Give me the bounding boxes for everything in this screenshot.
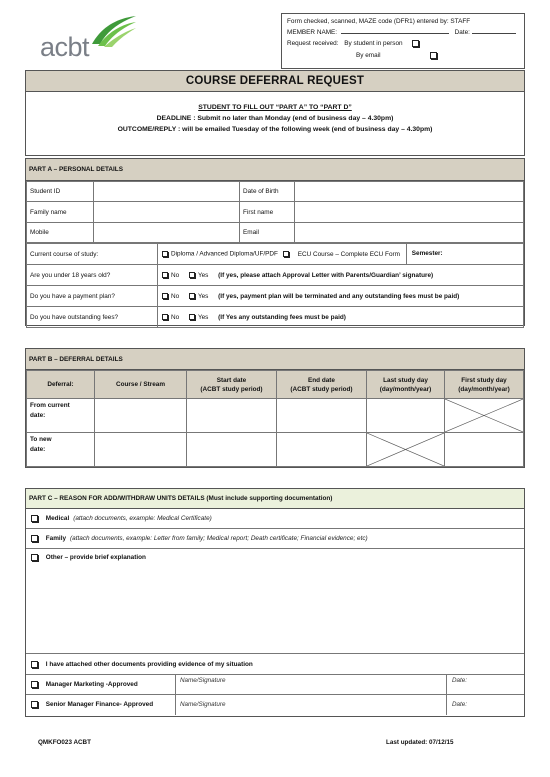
- member-name-label: MEMBER NAME:: [287, 28, 338, 36]
- by-student-checkbox[interactable]: [412, 40, 419, 47]
- family-label: Family: [45, 535, 67, 542]
- fees-label: Do you have outstanding fees?: [27, 307, 158, 328]
- col-end-date: End date: [308, 376, 335, 384]
- logo-text: acbt: [40, 32, 90, 62]
- family-name-field[interactable]: [94, 202, 240, 223]
- part-b-section: [25, 348, 525, 468]
- family-note: (attach documents, example: Letter from family; Medical report; Death certificate; Financial evidence; etc): [70, 535, 368, 542]
- under18-yes-checkbox[interactable]: [189, 272, 195, 278]
- logo-swoosh-icon: [88, 14, 138, 48]
- office-line1: Form checked, scanned, MAZE code (DFR1) entered by: STAFF: [287, 18, 471, 25]
- manager-signature-label: Name/Signature: [180, 677, 226, 684]
- to-new-label: To new: [30, 436, 52, 443]
- payment-yes-label: Yes: [197, 292, 209, 300]
- student-id-field[interactable]: [94, 182, 240, 202]
- col-first-sub: (day/month/year): [458, 385, 510, 393]
- by-email-label: By email: [356, 51, 381, 59]
- request-received-label: Request received:: [287, 40, 339, 48]
- to-course-field[interactable]: [95, 433, 187, 467]
- part-c-heading: PART C – REASON FOR ADD/WITHDRAW UNITS DETAILS (Must include supporting documentation): [26, 489, 524, 509]
- attached-label: I have attached other documents providing evidence of my situation: [45, 661, 253, 668]
- medical-label: Medical: [45, 515, 70, 522]
- senior-label: Senior Manager Finance- Approved: [45, 701, 154, 708]
- course-ecu-checkbox[interactable]: [283, 251, 289, 257]
- payment-no-label: No: [171, 292, 180, 300]
- by-email-checkbox[interactable]: [430, 52, 437, 59]
- cross-icon: [445, 399, 523, 432]
- senior-date-label: Date:: [452, 701, 468, 708]
- col-deferral: Deferral:: [27, 371, 95, 399]
- col-last-sub: (day/month/year): [379, 385, 432, 393]
- course-diploma-label: Diploma / Advanced Diploma/UF/PDF: [171, 250, 278, 258]
- fees-note: (If Yes any outstanding fees must be paid): [218, 313, 346, 321]
- deadline-text: DEADLINE : Submit no later than Monday (end of business day – 4.30pm): [156, 115, 394, 122]
- fees-yes-checkbox[interactable]: [189, 314, 195, 320]
- first-name-label: First name: [240, 202, 295, 223]
- family-name-label: Family name: [27, 202, 94, 223]
- to-new-date-label: date:: [30, 446, 46, 453]
- other-row: [26, 549, 524, 654]
- under18-yes-label: Yes: [197, 271, 209, 279]
- payment-no-checkbox[interactable]: [162, 293, 168, 299]
- under18-label: Are you under 18 years old?: [27, 265, 158, 286]
- other-checkbox[interactable]: [31, 554, 38, 561]
- office-date-label: Date:: [454, 28, 470, 36]
- attached-checkbox[interactable]: [31, 661, 38, 668]
- office-use-box: [281, 13, 525, 69]
- course-ecu-label: ECU Course – Complete ECU Form: [297, 250, 400, 258]
- other-label: Other – provide brief explanation: [45, 554, 146, 561]
- part-c-section: [25, 488, 525, 717]
- dob-label: Date of Birth: [240, 182, 295, 202]
- col-end-sub: (ACBT study period): [290, 385, 353, 393]
- senior-row: [26, 695, 524, 715]
- payment-plan-label: Do you have a payment plan?: [27, 286, 158, 307]
- page-title: COURSE DEFERRAL REQUEST: [26, 71, 524, 92]
- to-start-field[interactable]: [187, 433, 277, 467]
- to-end-field[interactable]: [277, 433, 367, 467]
- from-course-field[interactable]: [95, 399, 187, 433]
- from-end-field[interactable]: [277, 399, 367, 433]
- fees-yes-label: Yes: [197, 313, 209, 321]
- student-id-label: Student ID: [27, 182, 94, 202]
- title-box: [25, 70, 525, 156]
- from-current-date-label: date:: [30, 412, 46, 419]
- mobile-field[interactable]: [94, 223, 240, 243]
- under18-no-checkbox[interactable]: [162, 272, 168, 278]
- dob-field[interactable]: [295, 182, 524, 202]
- to-last-day-crossed: [367, 433, 445, 467]
- to-first-day-field[interactable]: [445, 433, 524, 467]
- part-a-section: [25, 158, 525, 326]
- table-row: [27, 433, 524, 467]
- fees-no-checkbox[interactable]: [162, 314, 168, 320]
- under18-note: (If yes, please attach Approval Letter with Parents/Guardian’ signature): [218, 271, 434, 279]
- senior-checkbox[interactable]: [31, 701, 38, 708]
- member-name-field[interactable]: [341, 27, 449, 34]
- manager-row: [26, 675, 524, 695]
- part-a-heading: PART A – PERSONAL DETAILS: [26, 159, 524, 181]
- instruction-text: STUDENT TO FILL OUT “PART A” TO “PART D”: [198, 104, 352, 111]
- acbt-logo: [40, 14, 140, 60]
- table-row: [27, 399, 524, 433]
- last-updated: Last updated: 07/12/15: [386, 739, 454, 746]
- semester-label: Semester:: [411, 250, 443, 257]
- part-b-heading: PART B – DEFERRAL DETAILS: [26, 349, 524, 370]
- from-first-day-crossed: [445, 399, 524, 433]
- office-date-field[interactable]: [472, 27, 516, 34]
- under18-no-label: No: [171, 271, 180, 279]
- col-course-stream: Course / Stream: [95, 371, 187, 399]
- cross-icon: [367, 433, 444, 466]
- family-checkbox[interactable]: [31, 535, 38, 542]
- payment-yes-checkbox[interactable]: [189, 293, 195, 299]
- medical-row: [26, 509, 524, 529]
- course-diploma-checkbox[interactable]: [162, 251, 168, 257]
- manager-label: Manager Marketing -Approved: [45, 681, 138, 688]
- first-name-field[interactable]: [295, 202, 524, 223]
- course-label: Current course of study:: [27, 244, 158, 265]
- mobile-label: Mobile: [27, 223, 94, 243]
- attached-row: [26, 654, 524, 675]
- senior-signature-label: Name/Signature: [180, 701, 226, 708]
- by-student-label: By student in person: [344, 40, 403, 48]
- family-row: [26, 529, 524, 549]
- email-field[interactable]: [295, 223, 524, 243]
- col-start-date: Start date: [216, 376, 247, 384]
- from-last-day-field[interactable]: [367, 399, 445, 433]
- from-current-label: From current: [30, 402, 70, 409]
- manager-date-label: Date:: [452, 677, 468, 684]
- col-start-sub: (ACBT study period): [200, 385, 263, 393]
- form-code: QMKFO023 ACBT: [38, 739, 91, 746]
- email-label: Email: [240, 223, 295, 243]
- from-start-field[interactable]: [187, 399, 277, 433]
- manager-checkbox[interactable]: [31, 681, 38, 688]
- fees-no-label: No: [171, 313, 180, 321]
- medical-note: (attach documents, example: Medical Certificate): [73, 515, 212, 522]
- outcome-text: OUTCOME/REPLY : will be emailed Tuesday of the following week (end of business day – 4.30pm): [117, 126, 433, 133]
- col-first-study-day: First study day: [461, 376, 507, 384]
- medical-checkbox[interactable]: [31, 515, 38, 522]
- payment-note: (If yes, payment plan will be terminated and any outstanding fees must be paid): [218, 292, 460, 300]
- col-last-study-day: Last study day: [383, 376, 428, 384]
